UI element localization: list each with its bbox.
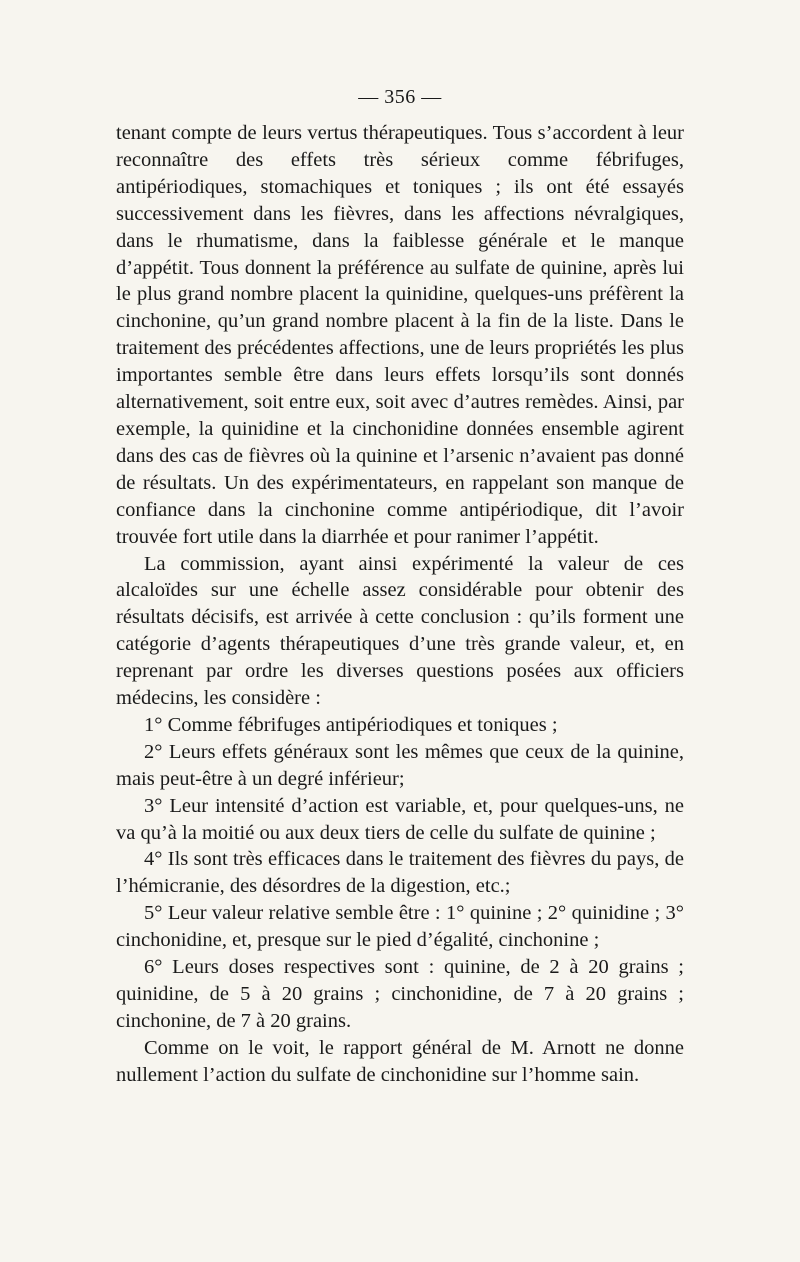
- list-item-5: 5° Leur valeur relative semble être : 1° quinine ; 2° quinidine ; 3° cinchonidine, et, presque sur le pied d’égalité, cinchonine ;: [116, 902, 684, 952]
- list-item-6: 6° Leurs doses respectives sont : quinine, de 2 à 20 grains ; quinidine, de 5 à 20 grains ; cinchonidine, de 7 à 20 grains ; cinchonine, de 7 à 20 grains.: [116, 956, 684, 1032]
- paragraph-2: La commission, ayant ainsi expérimenté la valeur de ces alcaloïdes sur une échelle assez considérable pour obtenir des résultats décisifs, est arrivée à cette conclusion : qu’ils forment une catégorie d’agents thérapeutiques d’une très grande valeur, et, en reprenant par ordre les diverses questions posées aux officiers médecins, les considère :: [116, 552, 684, 710]
- list-item-3: 3° Leur intensité d’action est variable, et, pour quelques-uns, ne va qu’à la moitié ou aux deux tiers de celle du sulfate de quinine ;: [116, 794, 684, 844]
- list-item-2: 2° Leurs effets généraux sont les mêmes que ceux de la quinine, mais peut-être à un degré inférieur;: [116, 740, 684, 790]
- list-item-1: 1° Comme fébrifuges antipériodiques et toniques ;: [144, 713, 558, 736]
- page-number: — 356 —: [358, 86, 442, 108]
- list-item-4: 4° Ils sont très efficaces dans le traitement des fièvres du pays, de l’hémicranie, des désordres de la digestion, etc.;: [116, 848, 684, 898]
- paragraph-closing: Comme on le voit, le rapport général de M. Arnott ne donne nullement l’action du sulfate de cinchonidine sur l’homme sain.: [116, 1036, 684, 1086]
- page-content: [116, 82, 684, 1089]
- paragraph-1: tenant compte de leurs vertus thérapeutiques. Tous s’accordent à leur reconnaître des effets très sérieux comme fébrifuges, antipériodiques, stomachiques et toniques ; ils ont été essayés successivement dans les fièvres, dans les affections névralgiques, dans le rhumatisme, dans la faiblesse générale et le manque d’appétit. Tous donnent la préférence au sulfate de quinine, après lui le plus grand nombre placent la quinidine, quelques-uns préfèrent la cinchonine, qu’un grand nombre placent à la fin de la liste. Dans le traitement des précédentes affections, une de leurs propriétés les plus importantes semble être dans leurs effets lorsqu’ils sont donnés alternativement, soit entre eux, soit avec d’autres remèdes. Ainsi, par exemple, la quinidine et la cinchonidine données ensemble agirent dans des cas de fièvres où la quinine et l’arsenic n’avaient pas donné de résultats. Un des expérimentateurs, en rappelant son manque de confiance dans la cinchonine comme antipériodique, dit l’avoir trouvée fort utile dans la diarrhée et pour ranimer l’appétit.: [116, 122, 684, 548]
